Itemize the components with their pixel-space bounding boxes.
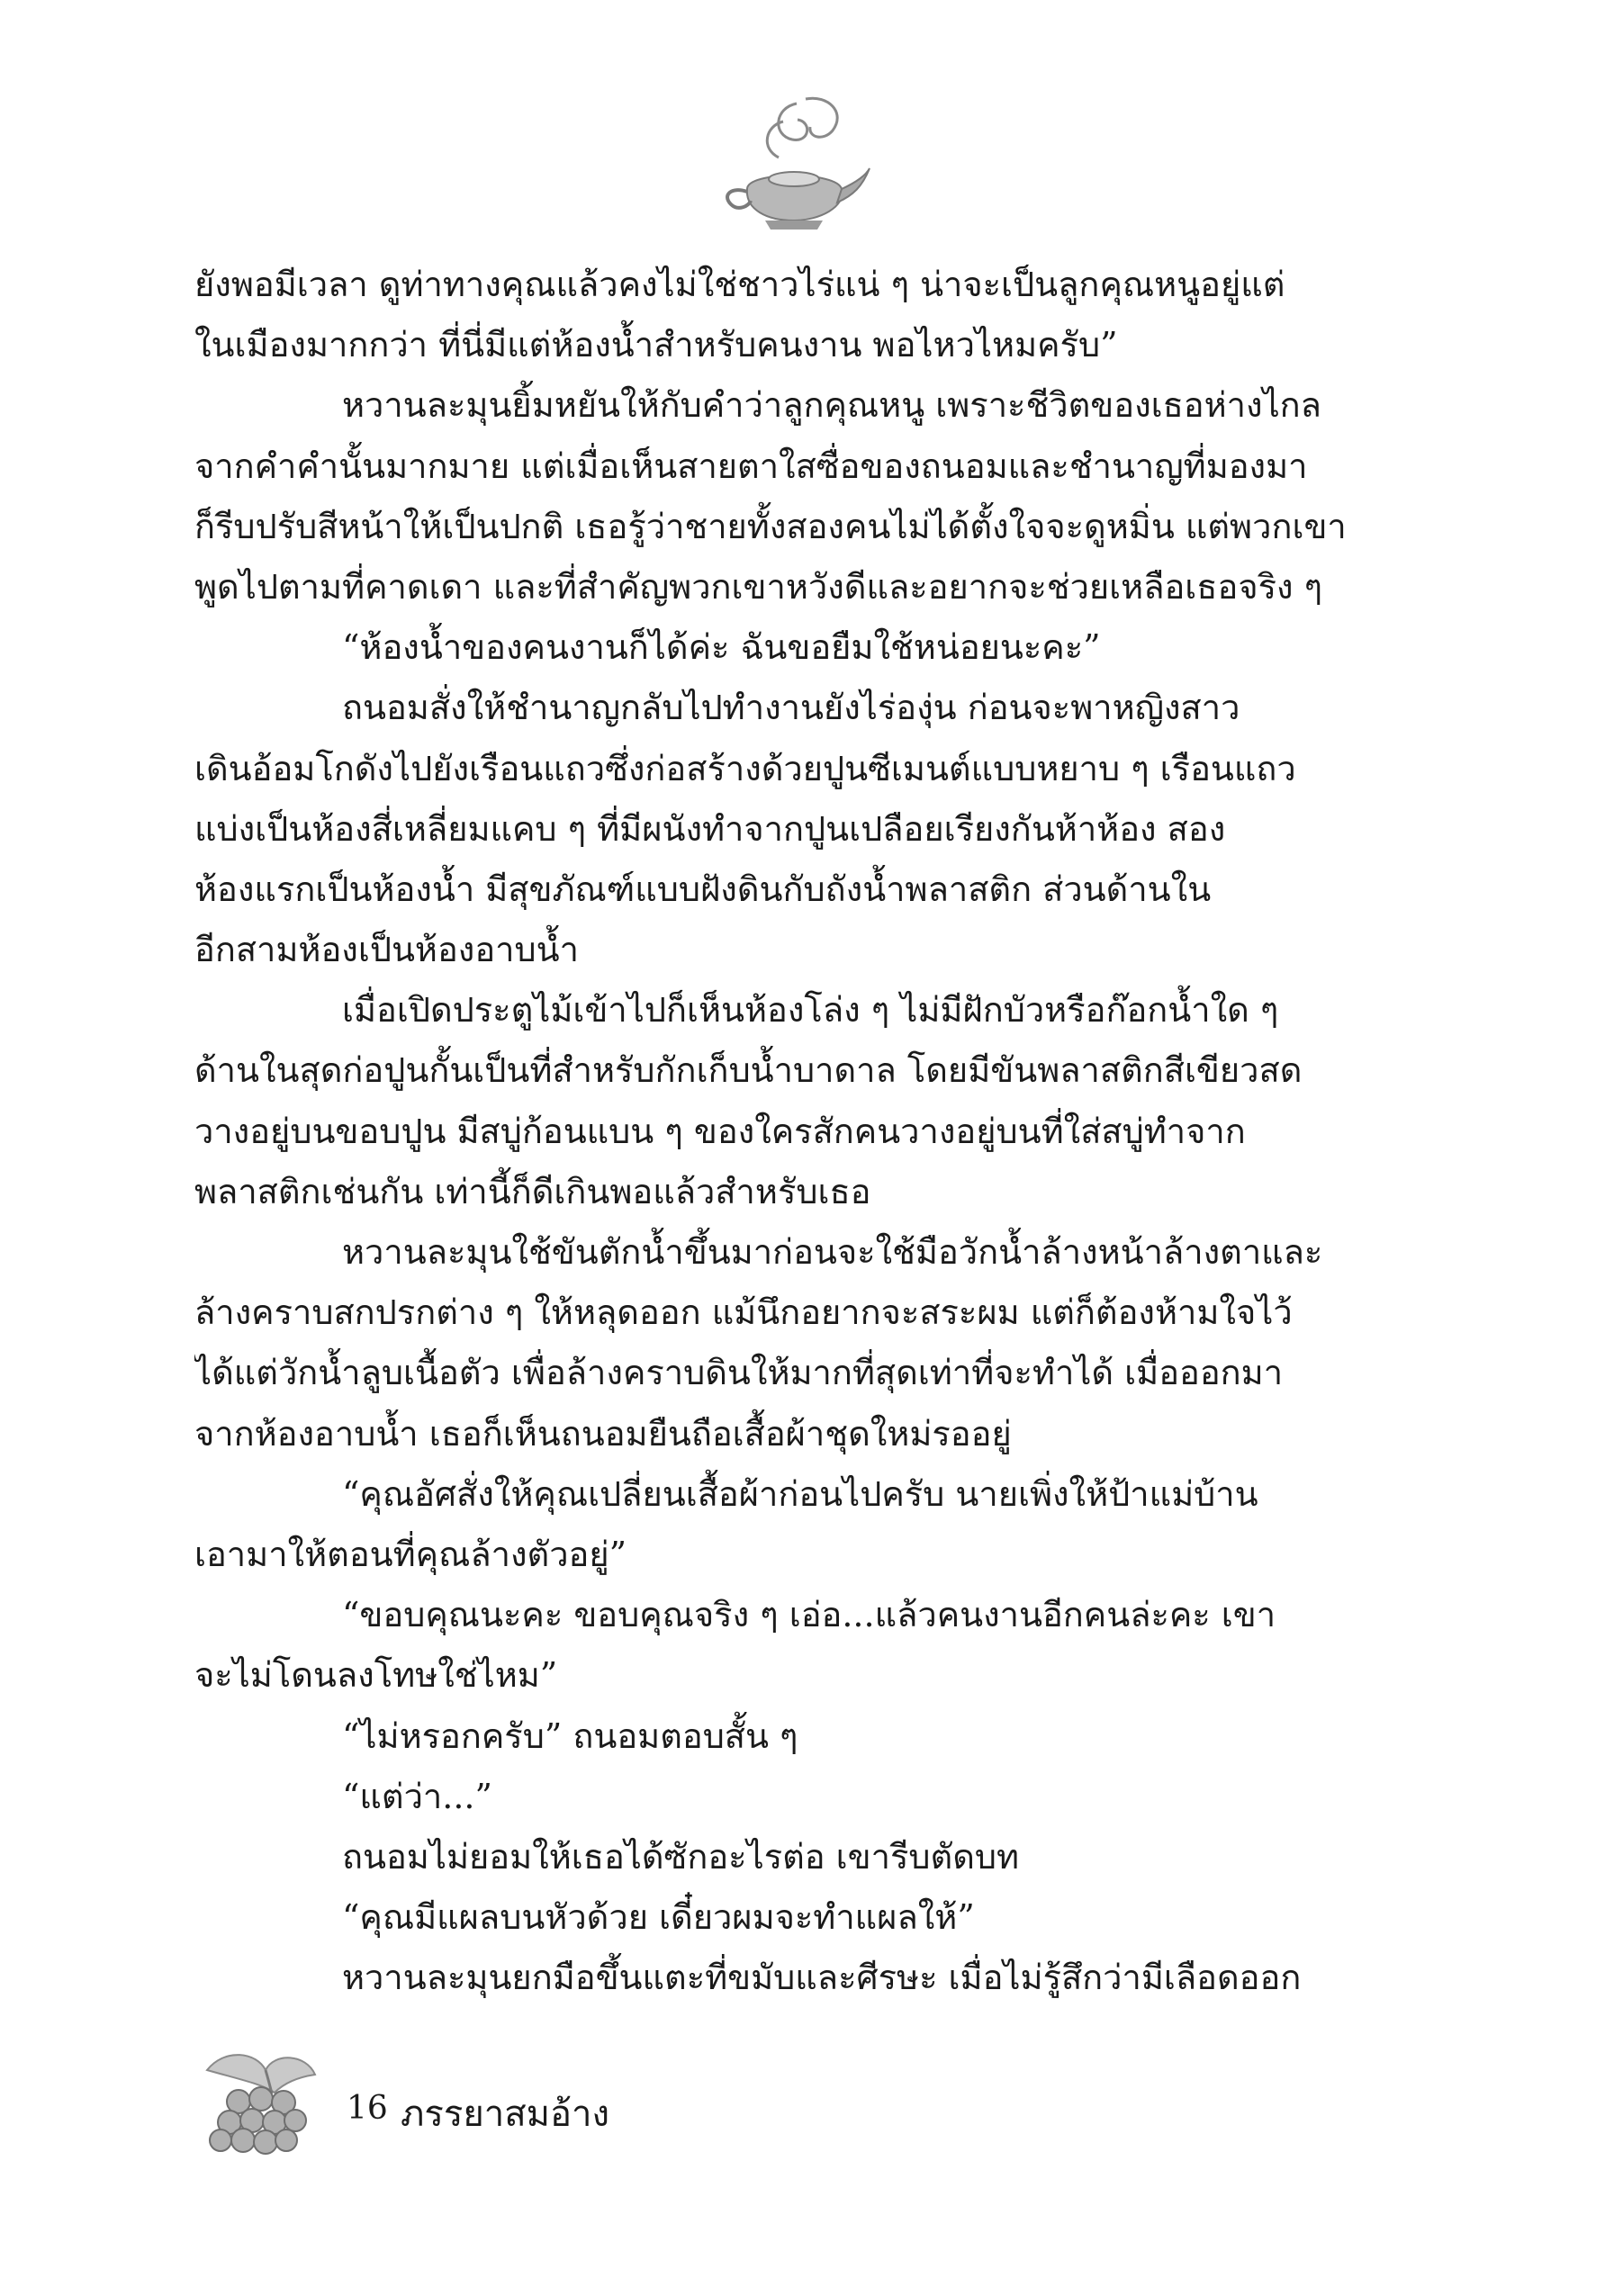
text-line: ได้แต่วักน้ำลูบเนื้อตัว เพื่อล้างคราบดินให้มากที่สุดเท่าที่จะทำได้ เมื่อออกมา [194, 1353, 1284, 1393]
text-line: อีกสามห้องเป็นห้องอาบน้ำ [194, 930, 579, 970]
text-line: ในเมืองมากกว่า ที่นี่มีแต่ห้องน้ำสำหรับคนงาน พอไหวไหมครับ” [194, 325, 1118, 365]
text-line: ยังพอมีเวลา ดูท่าทางคุณแล้วคงไม่ใช่ชาวไร่แน่ ๆ น่าจะเป็นลูกคุณหนูอยู่แต่ [194, 265, 1285, 304]
text-line: “ขอบคุณนะคะ ขอบคุณจริง ๆ เอ่อ...แล้วคนงานอีกคนล่ะคะ เขา [342, 1595, 1276, 1635]
text-line: พลาสติกเช่นกัน เท่านี้ก็ดีเกินพอแล้วสำหรับเธอ [194, 1171, 871, 1211]
text-line: ด้านในสุดก่อปูนกั้นเป็นที่สำหรับกักเก็บน้ำบาดาล โดยมีขันพลาสติกสีเขียวสด [194, 1050, 1303, 1091]
page-number: 16 [347, 2090, 388, 2127]
text-line: จากคำคำนั้นมากมาย แต่เมื่อเห็นสายตาใสซื่อของถนอมและชำนาญที่มองมา [194, 446, 1308, 486]
text-line: “ไม่หรอกครับ” ถนอมตอบสั้น ๆ [342, 1715, 798, 1756]
text-line: วางอยู่บนขอบปูน มีสบู่ก้อนแบน ๆ ของใครสักคนวางอยู่บนที่ใส่สบู่ทำจาก [194, 1111, 1246, 1151]
text-line: “ห้องน้ำของคนงานก็ได้ค่ะ ฉันขอยืมใช้หน่อยนะคะ” [342, 627, 1101, 668]
text-line: จากห้องอาบน้ำ เธอก็เห็นถนอมยืนถือเสื้อผ้าชุดใหม่รออยู่ [194, 1413, 1012, 1454]
text-line: ห้องแรกเป็นห้องน้ำ มีสุขภัณฑ์แบบฝังดินกับถังน้ำพลาสติก ส่วนด้านใน [194, 869, 1212, 909]
text-line: หวานละมุนยกมือขึ้นแตะที่ขมับและศีรษะ เมื่อไม่รู้สึกว่ามีเลือดออก [342, 1958, 1302, 1998]
text-line: เอามาให้ตอนที่คุณล้างตัวอยู่” [194, 1534, 627, 1574]
text-line: แบ่งเป็นห้องสี่เหลี่ยมแคบ ๆ ที่มีผนังทำจากปูนเปลือยเรียงกันห้าห้อง สอง [194, 808, 1226, 849]
text-line: “คุณอัศสั่งให้คุณเปลี่ยนเสื้อผ้าก่อนไปครับ นายเพิ่งให้ป้าแม่บ้าน [342, 1473, 1258, 1514]
text-line: ถนอมไม่ยอมให้เธอได้ซักอะไรต่อ เขารีบตัดบท [342, 1836, 1020, 1877]
text-line: หวานละมุนใช้ขันตักน้ำขึ้นมาก่อนจะใช้มือวักน้ำล้างหน้าล้างตาและ [342, 1232, 1323, 1272]
text-line: “คุณมีแผลบนหัวด้วย เดี๋ยวผมจะทำแผลให้” [342, 1897, 975, 1938]
text-line: เดินอ้อมโกดังไปยังเรือนแถวซึ่งก่อสร้างด้วยปูนซีเมนต์แบบหยาบ ๆ เรือนแถว [194, 748, 1296, 788]
text-line: ถนอมสั่งให้ชำนาญกลับไปทำงานยังไร่องุ่น ก่อนจะพาหญิงสาว [342, 688, 1240, 728]
text-line: พูดไปตามที่คาดเดา และที่สำคัญพวกเขาหวังดีและอยากจะช่วยเหลือเธอจริง ๆ [194, 566, 1323, 607]
text-line: จะไม่โดนลงโทษใช่ไหม” [194, 1655, 558, 1696]
text-line: “แต่ว่า...” [342, 1776, 492, 1816]
text-line: หวานละมุนยิ้มหยันให้กับคำว่าลูกคุณหนู เพราะชีวิตของเธอห่างไกล [342, 385, 1321, 426]
page-footer [189, 2043, 729, 2169]
body-text [194, 255, 1397, 2008]
book-title: ภรรยาสมอ้าง [401, 2093, 610, 2135]
grapes-icon [189, 2043, 333, 2160]
text-line: ล้างคราบสกปรกต่าง ๆ ให้หลุดออก แม้นึกอยากจะสระผม แต่ก็ต้องห้ามใจไว้ [194, 1292, 1293, 1333]
text-line: ก็รีบปรับสีหน้าให้เป็นปกติ เธอรู้ว่าชายทั้งสองคนไม่ได้ตั้งใจจะดูหมิ่น แต่พวกเขา [194, 506, 1347, 546]
text-line: เมื่อเปิดประตูไม้เข้าไปก็เห็นห้องโล่ง ๆ ไม่มีฝักบัวหรือก๊อกน้ำใด ๆ [342, 990, 1279, 1031]
lamp-icon [711, 86, 873, 239]
